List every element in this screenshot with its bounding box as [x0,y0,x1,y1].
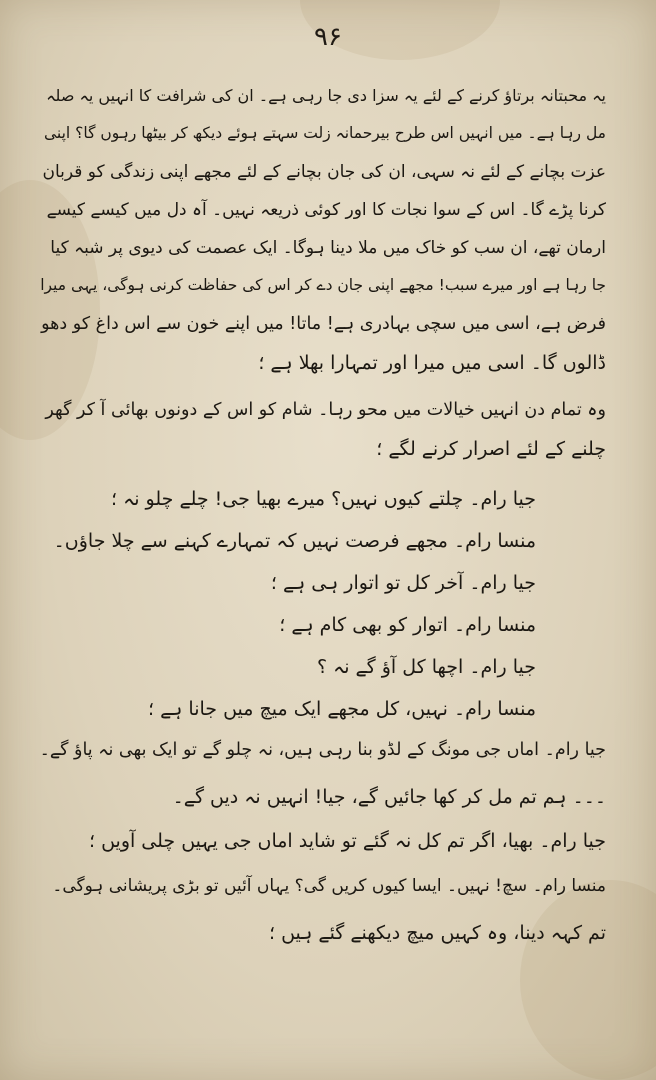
dialogue-line: جیا رام۔ آخر کل تو اتوار ہی ہے ؛ [270,572,536,594]
text-line: وہ تمام دن انہیں خیالات میں محو رہا۔ شام کو اس کے دونوں بھائی آ کر گھر [45,400,606,420]
text-line: چلنے کے لئے اصرار کرنے لگے ؛ [376,438,606,460]
page-number: ۹۶ [314,22,342,52]
dialogue-line: منسا رام۔ اتوار کو بھی کام ہے ؛ [279,614,536,636]
text-line: فرض ہے، اسی میں سچی بہادری ہے! ماتا! میں اپنے خون سے اس داغ کو دھو [41,314,606,334]
dialogue-line: جیا رام۔ چلتے کیوں نہیں؟ میرے بھیا جی! چلے چلو نہ ؛ [111,488,536,510]
dialogue-line: جیا رام۔ اماں جی مونگ کے لڈو بنا رہی ہیں، نہ چلو گے تو ایک بھی نہ پاؤ گے۔ [39,740,606,760]
text-line: تم کہہ دینا، وہ کہیں میچ دیکھنے گئے ہیں ؛ [268,922,606,944]
text-line: ڈالوں گا۔ اسی میں میرا اور تمہارا بھلا ہے ؛ [258,352,606,374]
dialogue-line: منسا رام۔ مجھے فرصت نہیں کہ تمہارے کہنے سے چلا جاؤں۔ [53,530,536,552]
dialogue-line: منسا رام۔ سچ! نہیں۔ ایسا کیوں کریں گی؟ یہاں آئیں تو بڑی پریشانی ہوگی۔ [52,876,606,896]
paper-stain [520,880,656,1080]
dialogue-line: جیا رام۔ اچھا کل آؤ گے نہ ؟ [316,656,536,678]
text-line: ارمان تھے، ان سب کو خاک میں ملا دینا ہوگا۔ ایک عصمت کی دیوی پر شبہ کیا [50,238,606,258]
text-line: مل رہا ہے۔ میں انہیں اس طرح بیرحمانہ زلت سہتے ہوئے دیکھ کر بیٹھا رہوں گا؟ اپنی [44,124,606,142]
text-line: کرنا پڑے گا۔ اس کے سوا نجات کا اور کوئی ذریعہ نہیں۔ آہ دل میں کیسے کیسے [46,200,606,220]
text-line: جا رہا ہے اور میرے سبب! مجھے اپنی جان دے کر اس کی حفاظت کرنی ہوگی، یہی میرا [40,276,606,294]
text-line: یہ محبتانہ برتاؤ کرنے کے لئے یہ سزا دی جا رہی ہے۔ ان کی شرافت کا انہیں یہ صلہ [46,86,606,105]
text-line: عزت بچانے کے لئے نہ سہی، ان کی جان بچانے کے لئے مجھے اپنی زندگی کو قربان [42,162,606,182]
text-line: ۔۔۔ ہم تم مل کر کھا جائیں گے، جیا! انہیں نہ دیں گے۔ [172,786,606,808]
dialogue-line: جیا رام۔ بھیا، اگر تم کل نہ گئے تو شاید اماں جی یہیں چلی آویں ؛ [88,830,606,852]
dialogue-line: منسا رام۔ نہیں، کل مجھے ایک میچ میں جانا ہے ؛ [148,698,536,720]
